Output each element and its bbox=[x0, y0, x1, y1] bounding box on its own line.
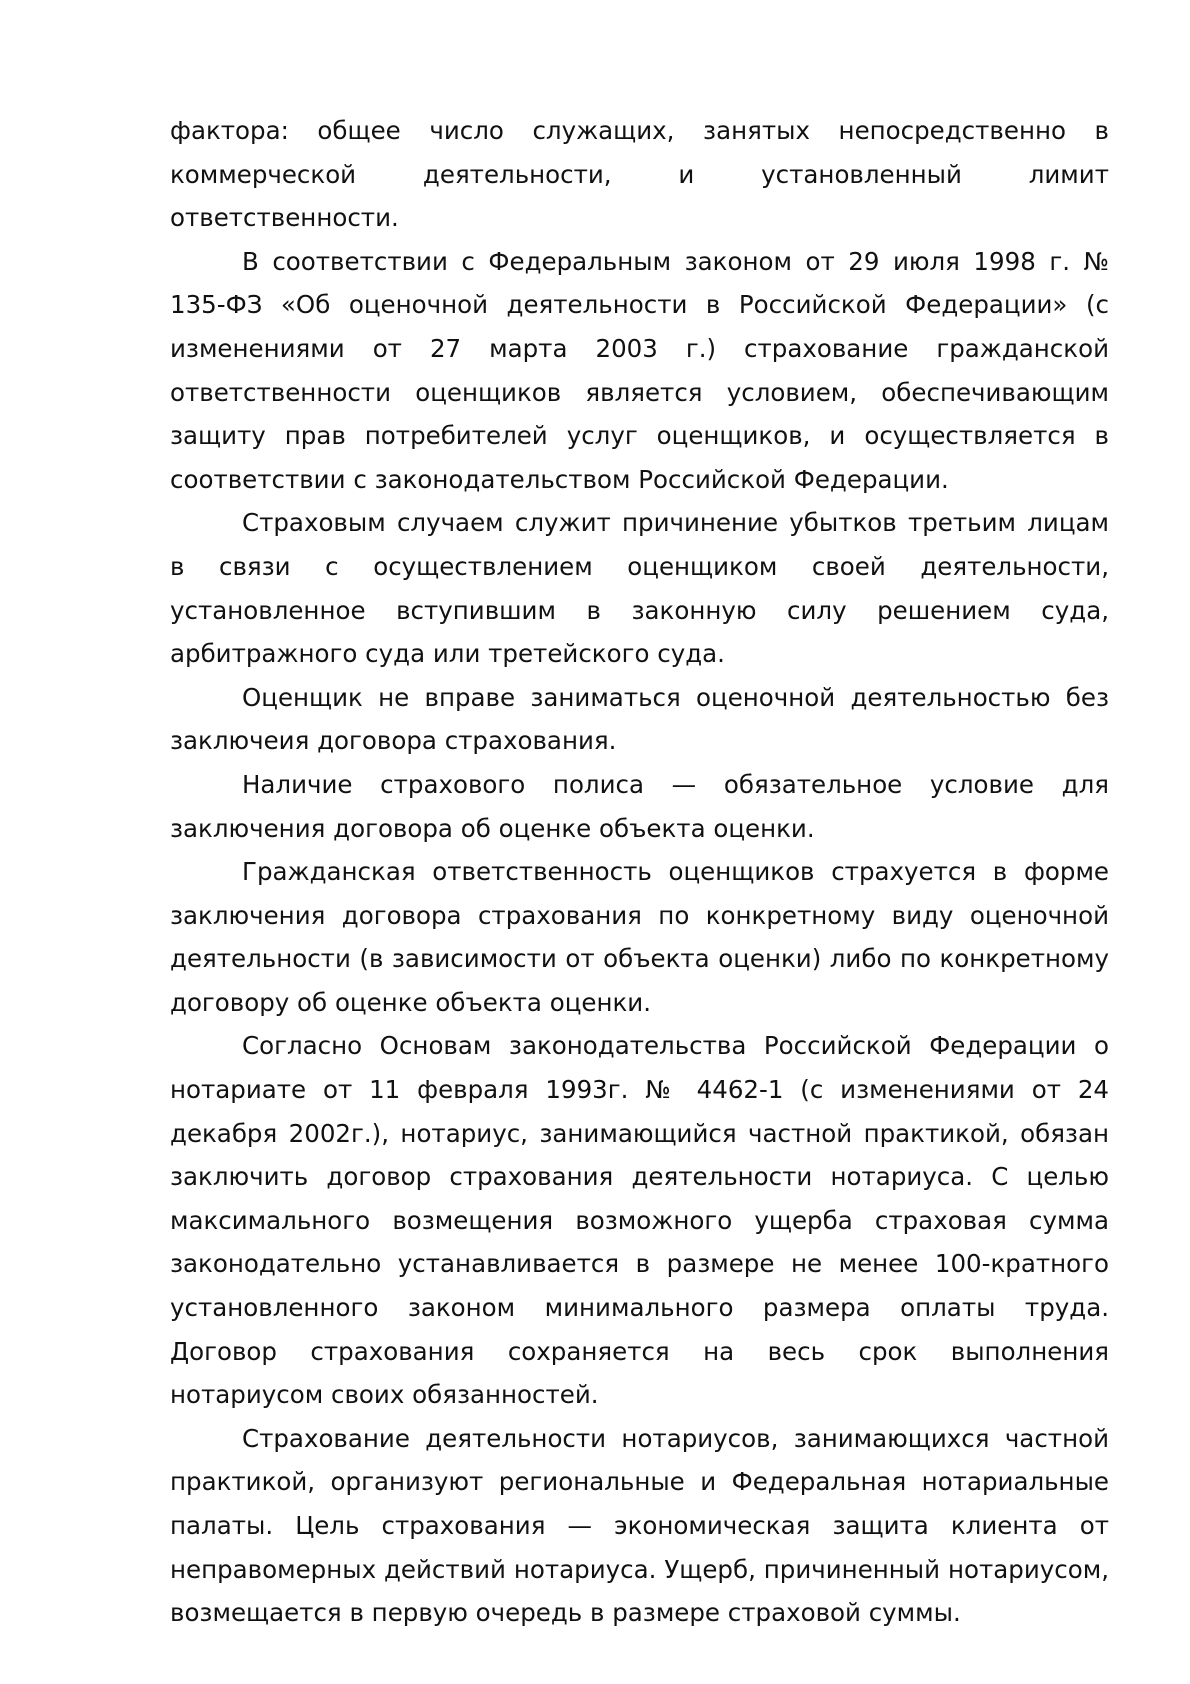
paragraph-8: Страхование деятельности нотариусов, занимающихся частной практикой, организуют региональные и Федеральная нотариальные палаты. Цель страхования — экономическая защита клиента от неправомерных действий нотариуса. Ущерб, причиненный нотариусом, возмещается в первую очередь в размере страховой суммы. bbox=[170, 1423, 1109, 1628]
paragraph-6: Гражданская ответственность оценщиков страхуется в форме заключения договора страхования по конкретному виду оценочной деятельности (в зависимости от объекта оценки) либо по конкретному договору об оценке объекта оценки. bbox=[170, 857, 1109, 1017]
paragraph-4: Оценщик не вправе заниматься оценочной деятельностью без заключеия договора страхования. bbox=[170, 682, 1109, 756]
paragraph-5: Наличие страхового полиса — обязательное условие для заключения договора об оценке объекта оценки. bbox=[170, 769, 1109, 843]
document-page bbox=[170, 109, 1109, 1635]
paragraph-1: фактора: общее число служащих, занятых непосредственно в коммерческой деятельности, и установленный лимит ответственности. bbox=[170, 116, 1109, 233]
paragraph-2: В соответствии с Федеральным законом от 29 июля 1998 г. № 135-ФЗ «Об оценочной деятельности в Российской Федерации» (с изменениями от 27 марта 2003 г.) страхование гражданской ответственности оценщиков является условием, обеспечивающим защиту прав потребителей услуг оценщиков, и осуществляется в соответствии с законодательством Российской Федерации. bbox=[170, 246, 1109, 494]
paragraph-3: Страховым случаем служит причинение убытков третьим лицам в связи с осуществлением оценщиком своей деятельности, установленное вступившим в законную силу решением суда, арбитражного суда или третейского суда. bbox=[170, 508, 1109, 669]
paragraph-7: Согласно Основам законодательства Российской Федерации о нотариате от 11 февраля 1993г. № 4462-1 (с изменениями от 24 декабря 2002г.), нотариус, занимающийся частной практикой, обязан заключить договор страхования деятельности нотариуса. С целью максимального возмещения возможного ущерба страховая сумма законодательно устанавливается в размере не менее 100-кратного установленного законом минимального размера оплаты труда. Договор страхования сохраняется на весь срок выполнения нотариусом своих обязанностей. bbox=[170, 1031, 1109, 1410]
